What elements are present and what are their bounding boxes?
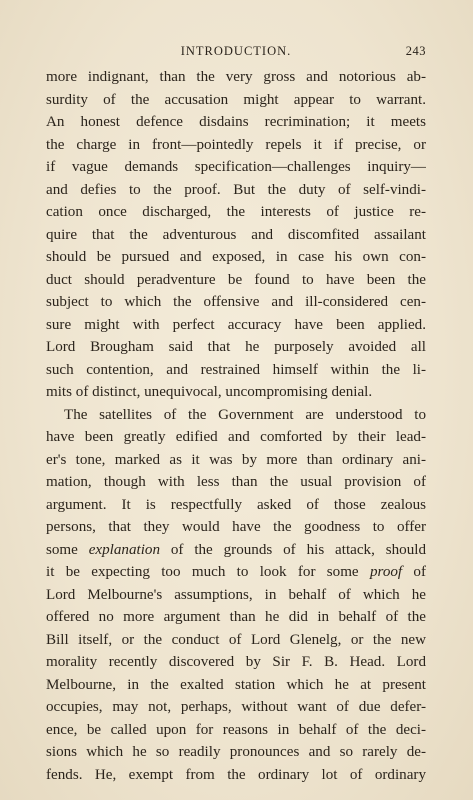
- page-number: 243: [405, 44, 426, 58]
- text-line: mation, though with less than the usual provision of: [46, 474, 426, 490]
- text-line: offered no more argument than he did in behalf of the: [46, 609, 426, 625]
- text-line: er's tone, marked as it was by more than ordinary ani-: [46, 451, 426, 468]
- text-line: have been greatly edified and comforted by their lead-: [46, 429, 426, 445]
- text-line: sions which he so readily pronounces and so rarely de-: [46, 744, 426, 760]
- text-line: Melbourne, in the exalted station which he at present: [46, 676, 426, 693]
- text-line: should be pursued and exposed, in case his own con-: [46, 249, 426, 265]
- body-text: [46, 66, 426, 786]
- text-line: The satellites of the Government are understood to: [64, 406, 426, 423]
- text-line: more indignant, than the very gross and notorious ab-: [46, 69, 426, 85]
- italic-text: proof: [369, 564, 403, 580]
- text-line: Lord Melbourne's assumptions, in behalf of which he: [46, 586, 426, 603]
- text-line: occupies, may not, perhaps, without want of due defer-: [46, 699, 426, 715]
- text-line: it be expecting too much to look for some proof of: [46, 564, 426, 580]
- text-line: morality recently discovered by Sir F. B. Head. Lord: [46, 654, 426, 670]
- text-line: argument. It is respectfully asked of those zealous: [46, 496, 426, 513]
- text-line: persons, that they would have the goodness to offer: [46, 519, 426, 535]
- paragraph: [46, 66, 426, 404]
- italic-text: explanation: [88, 541, 160, 558]
- text-line: fends. He, exempt from the ordinary lot of ordinary: [46, 766, 426, 783]
- text-line: ence, be called upon for reasons in behalf of the deci-: [46, 721, 426, 738]
- text-line: if vague demands specification—challenges inquiry—: [46, 159, 426, 175]
- paragraph: [46, 404, 426, 787]
- text-line: An honest defence disdains recrimination; it meets: [46, 114, 426, 130]
- text-line: subject to which the offensive and ill-considered cen-: [46, 294, 426, 310]
- text-line: duct should peradventure be found to have been the: [46, 271, 426, 288]
- text-line: Lord Brougham said that he purposely avoided all: [46, 339, 426, 355]
- text-line: such contention, and restrained himself within the li-: [46, 361, 426, 378]
- text-line: sure might with perfect accuracy have been applied.: [46, 316, 426, 333]
- running-head: INTRODUCTION.: [180, 44, 292, 58]
- text-line: some explanation of the grounds of his attack, should: [46, 541, 426, 558]
- text-line: mits of distinct, unequivocal, uncompromising denial.: [46, 384, 373, 400]
- text-line: the charge in front—pointedly repels it if precise, or: [46, 136, 426, 153]
- text-line: surdity of the accusation might appear to warrant.: [46, 91, 426, 108]
- text-line: cation once discharged, the interests of justice re-: [46, 204, 426, 220]
- text-line: quire that the adventurous and discomfited assailant: [46, 226, 426, 243]
- text-line: Bill itself, or the conduct of Lord Glenelg, or the new: [46, 631, 426, 648]
- page-header: [46, 44, 426, 62]
- text-line: and defies to the proof. But the duty of self-vindi-: [46, 181, 426, 198]
